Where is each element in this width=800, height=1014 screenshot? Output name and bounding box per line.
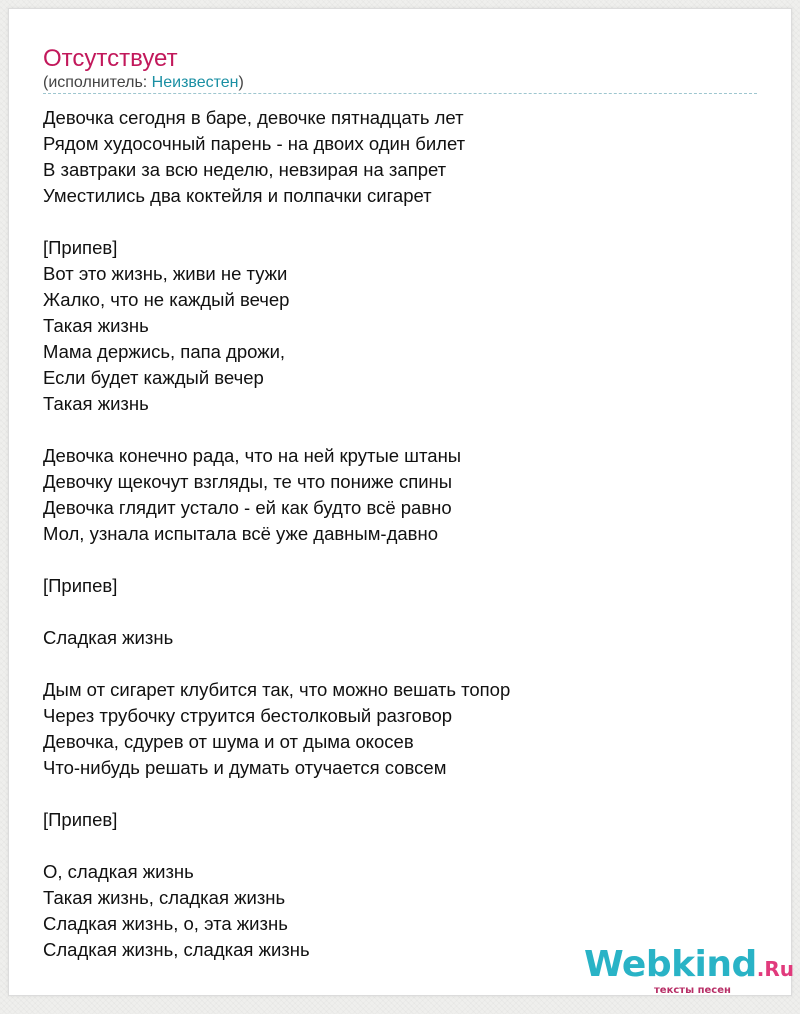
lyrics-line: Такая жизнь, сладкая жизнь: [43, 887, 286, 908]
lyrics-line: Девочка сегодня в баре, девочке пятнадцать лет: [43, 107, 464, 128]
song-title: Отсутствует: [43, 45, 178, 72]
artist-line: [43, 73, 244, 93]
title-divider: [43, 93, 757, 94]
logo-tagline: тексты песен: [654, 985, 731, 996]
lyrics-line: Что-нибудь решать и думать отучается совсем: [43, 757, 447, 778]
logo-name: Webkind: [584, 944, 757, 985]
lyrics-line: [43, 651, 763, 677]
lyrics-line: [43, 417, 763, 443]
lyrics-line: [43, 599, 763, 625]
lyrics-line: Вот это жизнь, живи не тужи: [43, 263, 288, 284]
lyrics-line: Жалко, что не каждый вечер: [43, 289, 290, 310]
lyrics-line: Сладкая жизнь, о, эта жизнь: [43, 913, 288, 934]
lyrics-line: [Припев]: [43, 575, 118, 596]
lyrics-line: [Припев]: [43, 237, 118, 258]
artist-prefix: (исполнитель:: [43, 74, 152, 91]
lyrics-line: [43, 781, 763, 807]
site-logo[interactable]: [584, 944, 795, 996]
lyrics-line: Уместились два коктейля и полпачки сигарет: [43, 185, 432, 206]
lyrics-line: В завтраки за всю неделю, невзирая на запрет: [43, 159, 447, 180]
lyrics-line: [43, 209, 763, 235]
lyrics-line: Через трубочку струится бестолковый разговор: [43, 705, 453, 726]
lyrics-body: [43, 105, 763, 963]
lyrics-line: [Припев]: [43, 809, 118, 830]
lyrics-line: Мол, узнала испытала всё уже давным-давно: [43, 523, 438, 544]
lyrics-line: Мама держись, папа дрожи,: [43, 341, 286, 362]
lyrics-line: Девочка конечно рада, что на ней крутые штаны: [43, 445, 462, 466]
lyrics-card: [8, 8, 795, 996]
lyrics-line: Девочка, сдурев от шума и от дыма окосев: [43, 731, 414, 752]
lyrics-line: [43, 547, 763, 573]
artist-suffix: ): [238, 74, 244, 91]
lyrics-line: Сладкая жизнь, сладкая жизнь: [43, 939, 310, 960]
lyrics-line: Девочку щекочут взгляды, те что пониже спины: [43, 471, 453, 492]
lyrics-line: Такая жизнь: [43, 315, 149, 336]
artist-link[interactable]: Неизвестен: [151, 74, 239, 91]
lyrics-line: Если будет каждый вечер: [43, 367, 264, 388]
lyrics-line: О, сладкая жизнь: [43, 861, 194, 882]
lyrics-line: [43, 833, 763, 859]
lyrics-line: Девочка глядит устало - ей как будто всё равно: [43, 497, 452, 518]
logo-wordmark: [584, 945, 794, 989]
lyrics-line: Рядом худосочный парень - на двоих один билет: [43, 133, 466, 154]
lyrics-line: Такая жизнь: [43, 393, 149, 414]
lyrics-line: Сладкая жизнь: [43, 627, 174, 648]
logo-tld: .Ru: [756, 957, 795, 981]
lyrics-line: Дым от сигарет клубится так, что можно вешать топор: [43, 679, 511, 700]
